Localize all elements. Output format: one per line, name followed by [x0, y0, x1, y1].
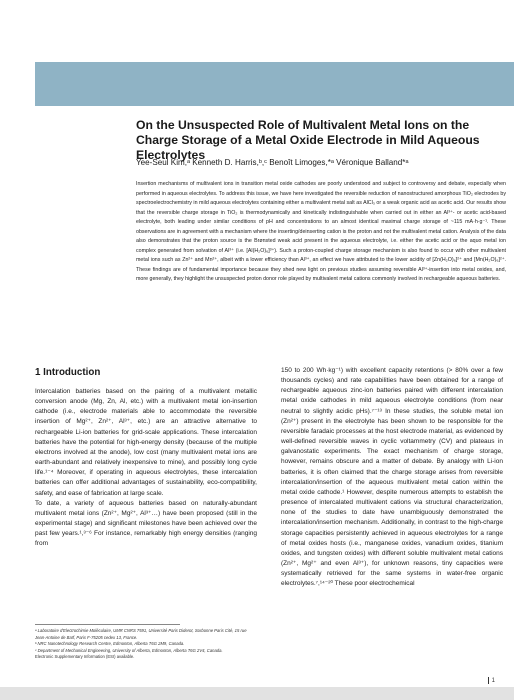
footnote-affiliation-b: ᵇ NRC Nanotechnology Research Centre, Edmonton, Alberta T6G 2M9, Canada. — [35, 641, 185, 647]
section-heading-introduction: 1 Introduction — [35, 367, 101, 378]
intro-paragraph: Intercalation batteries based on the pairing of a multivalent metallic conversion anode (Mg, Zn, Al, etc.) with a multivalent metal ion-insertion cathode (i.e., electrode materials able to accommodate the reversible insertion of Mg²⁺, Zn²⁺, Al³⁺, etc.) are an attractive alternative to rechargeable Li-ion batteries for grid-scale applications. These intercalation batteries have the potential for high-energy density (because of the multiple electrons involved at the anode), low cost (many multivalent metal ions are earth-abundant and relatively inexpensive to mine), and possibly long cycle life.¹⁻⁴ Moreover, if operating in aqueous electrolytes, these intercalation batteries can offer additional advantages of sustainability, eco-compatibility, safety, and ease of fabrication at large scale. — [35, 388, 257, 497]
footnote-affiliation-c: ᶜ Department of Mechanical Engineering, University of Alberta, Edmonton, Alberta T6G 2V4, Canada. — [35, 647, 223, 653]
page-number — [488, 677, 495, 684]
header-banner — [35, 62, 514, 106]
left-column — [35, 366, 257, 550]
intro-paragraph: 150 to 200 Wh·kg⁻¹) with excellent capacity retentions (> 80% over a few thousands cycles) and rate capabilities have been obtained for a range of rechargeable aqueous zinc-ion batteries paired with different intercalation metal oxide cathodes in mild aqueous electrolyte conditions (from near neutral to slightly acidic pHs).⁷⁻¹³ In these studies, the soluble metal ion (Zn²⁺) present in the electrolyte has been shown to be responsible for the reversible faradaic processes at the host electrode material, as evidenced by well-defined reversible waves in cyclic voltammetry (CV) and plateaus in galvanostatic experiments. The exact mechanism of charge storage, however, remains obscure and a matter of debate. By analogy with Li-ion batteries, it is often claimed that the charge storage arises from reversible intercalation/insertion of the aqueous multivalent metal cation within the metal oxide cathode.¹ However, despite numerous attempts to establish the presence of intercalated multivalent cations via structural characterization, none of the studies to date have unambiguously demonstrated the intercalation/insertion mechanism. Additionally, in contrast to the high-charge storage capacities persistently achieved in aqueous electrolytes for a range of metal oxides hosts (i.e., manganese oxides, vanadium oxides, titanium oxides, and tungsten oxides) with different soluble multivalent metal cations (Zn²⁺, Mg²⁺ and even Al³⁺), for unknown reasons, tiny capacities were systematically retrieved for the same systems in water-free organic electrolytes.⁷,¹⁴⁻²⁰ These poor electrochemical — [281, 367, 503, 588]
footnote-affiliation-a: ᵃ Laboratoire d'Electrochimie Moléculaire, UMR CNRS 7591, Université Paris Diderot, Sorbonne Paris Cité, 15 rue Jean-Antoine de Baïf, Paris F-75205 cedex 13, France. — [35, 628, 247, 640]
abstract: Insertion mechanisms of multivalent ions in transition metal oxide cathodes are poorly understood and subject to controversy and debate, especially when performed in aqueous electrolytes. To address this issue, we have here investigated the reversible reduction of nanostructured amorphous TiO₂ electrodes by spectroelectrochemistry in mild aqueous electrolytes containing either a multivalent metal salt as AlCl₃ or a weak organic acid as acetic acid. Our results show that the reversible charge storage in TiO₂ is thermodynamically and kinetically indistinguishable when carried out in either an Al³⁺- or acetic acid-based electrolyte, both leading under similar conditions of pH and concentrations to an almost identical maximal charge storage of ~115 mA·h·g⁻¹. These observations are in agreement with a mechanism where the inserting/deinserting cation is the proton and not the multivalent metal cation. Analysis of the data also demonstrates that the proton source is the Brønsted weak acid present in the aqueous electrolyte, i.e. either the acetic acid or the aquo metal ion complex generated from solvation of Al³⁺ (i.e. [Al(H₂O)₆]³⁺). Such a proton-coupled charge storage mechanism is also found to occur with other multivalent metal ions such as Zn²⁺ and Mn²⁺, albeit with a lower efficiency than Al³⁺, an effect we have attributed to the lower acidity of [Zn(H₂O)₆]²⁺ and [Mn(H₂O)₆]²⁺. These findings are of fundamental importance because they shed new light on previous studies assuming reversible Al³⁺-insertion into metal oxides, and, more generally, they highlight the unsuspected proton donor role played by multivalent metal cations commonly involved in rechargeable aqueous batteries. — [136, 181, 506, 282]
footnotes — [35, 628, 257, 661]
intro-paragraph: To date, a variety of aqueous batteries based on naturally-abundant multivalent metal ions (Zn²⁺, Mg²⁺, Al³⁺…) have been proposed (still in the experimental stage) and significant milestones have been achieved over the past few years.¹,³⁻⁶ For instance, remarkably high energy densities (ranging from — [35, 499, 257, 548]
article-title: On the Unsuspected Role of Multivalent Metal Ions on the Charge Storage of a Metal Oxide Electrode in Mild Aqueous Electrolytes — [136, 118, 480, 162]
bottom-bar — [0, 687, 514, 700]
author-list: Yee-Seul Kim,ᵃ Kenneth D. Harris,ᵇ,ᶜ Benoît Limoges,*ᵃ Véronique Balland*ᵃ — [136, 158, 409, 167]
page-number-value: 1 — [491, 678, 495, 685]
page-number-divider — [488, 677, 489, 684]
right-column — [281, 366, 503, 589]
footnote-divider — [35, 624, 180, 625]
footnote-esi: Electronic Supplementary Information (ESI) available. — [35, 654, 135, 660]
